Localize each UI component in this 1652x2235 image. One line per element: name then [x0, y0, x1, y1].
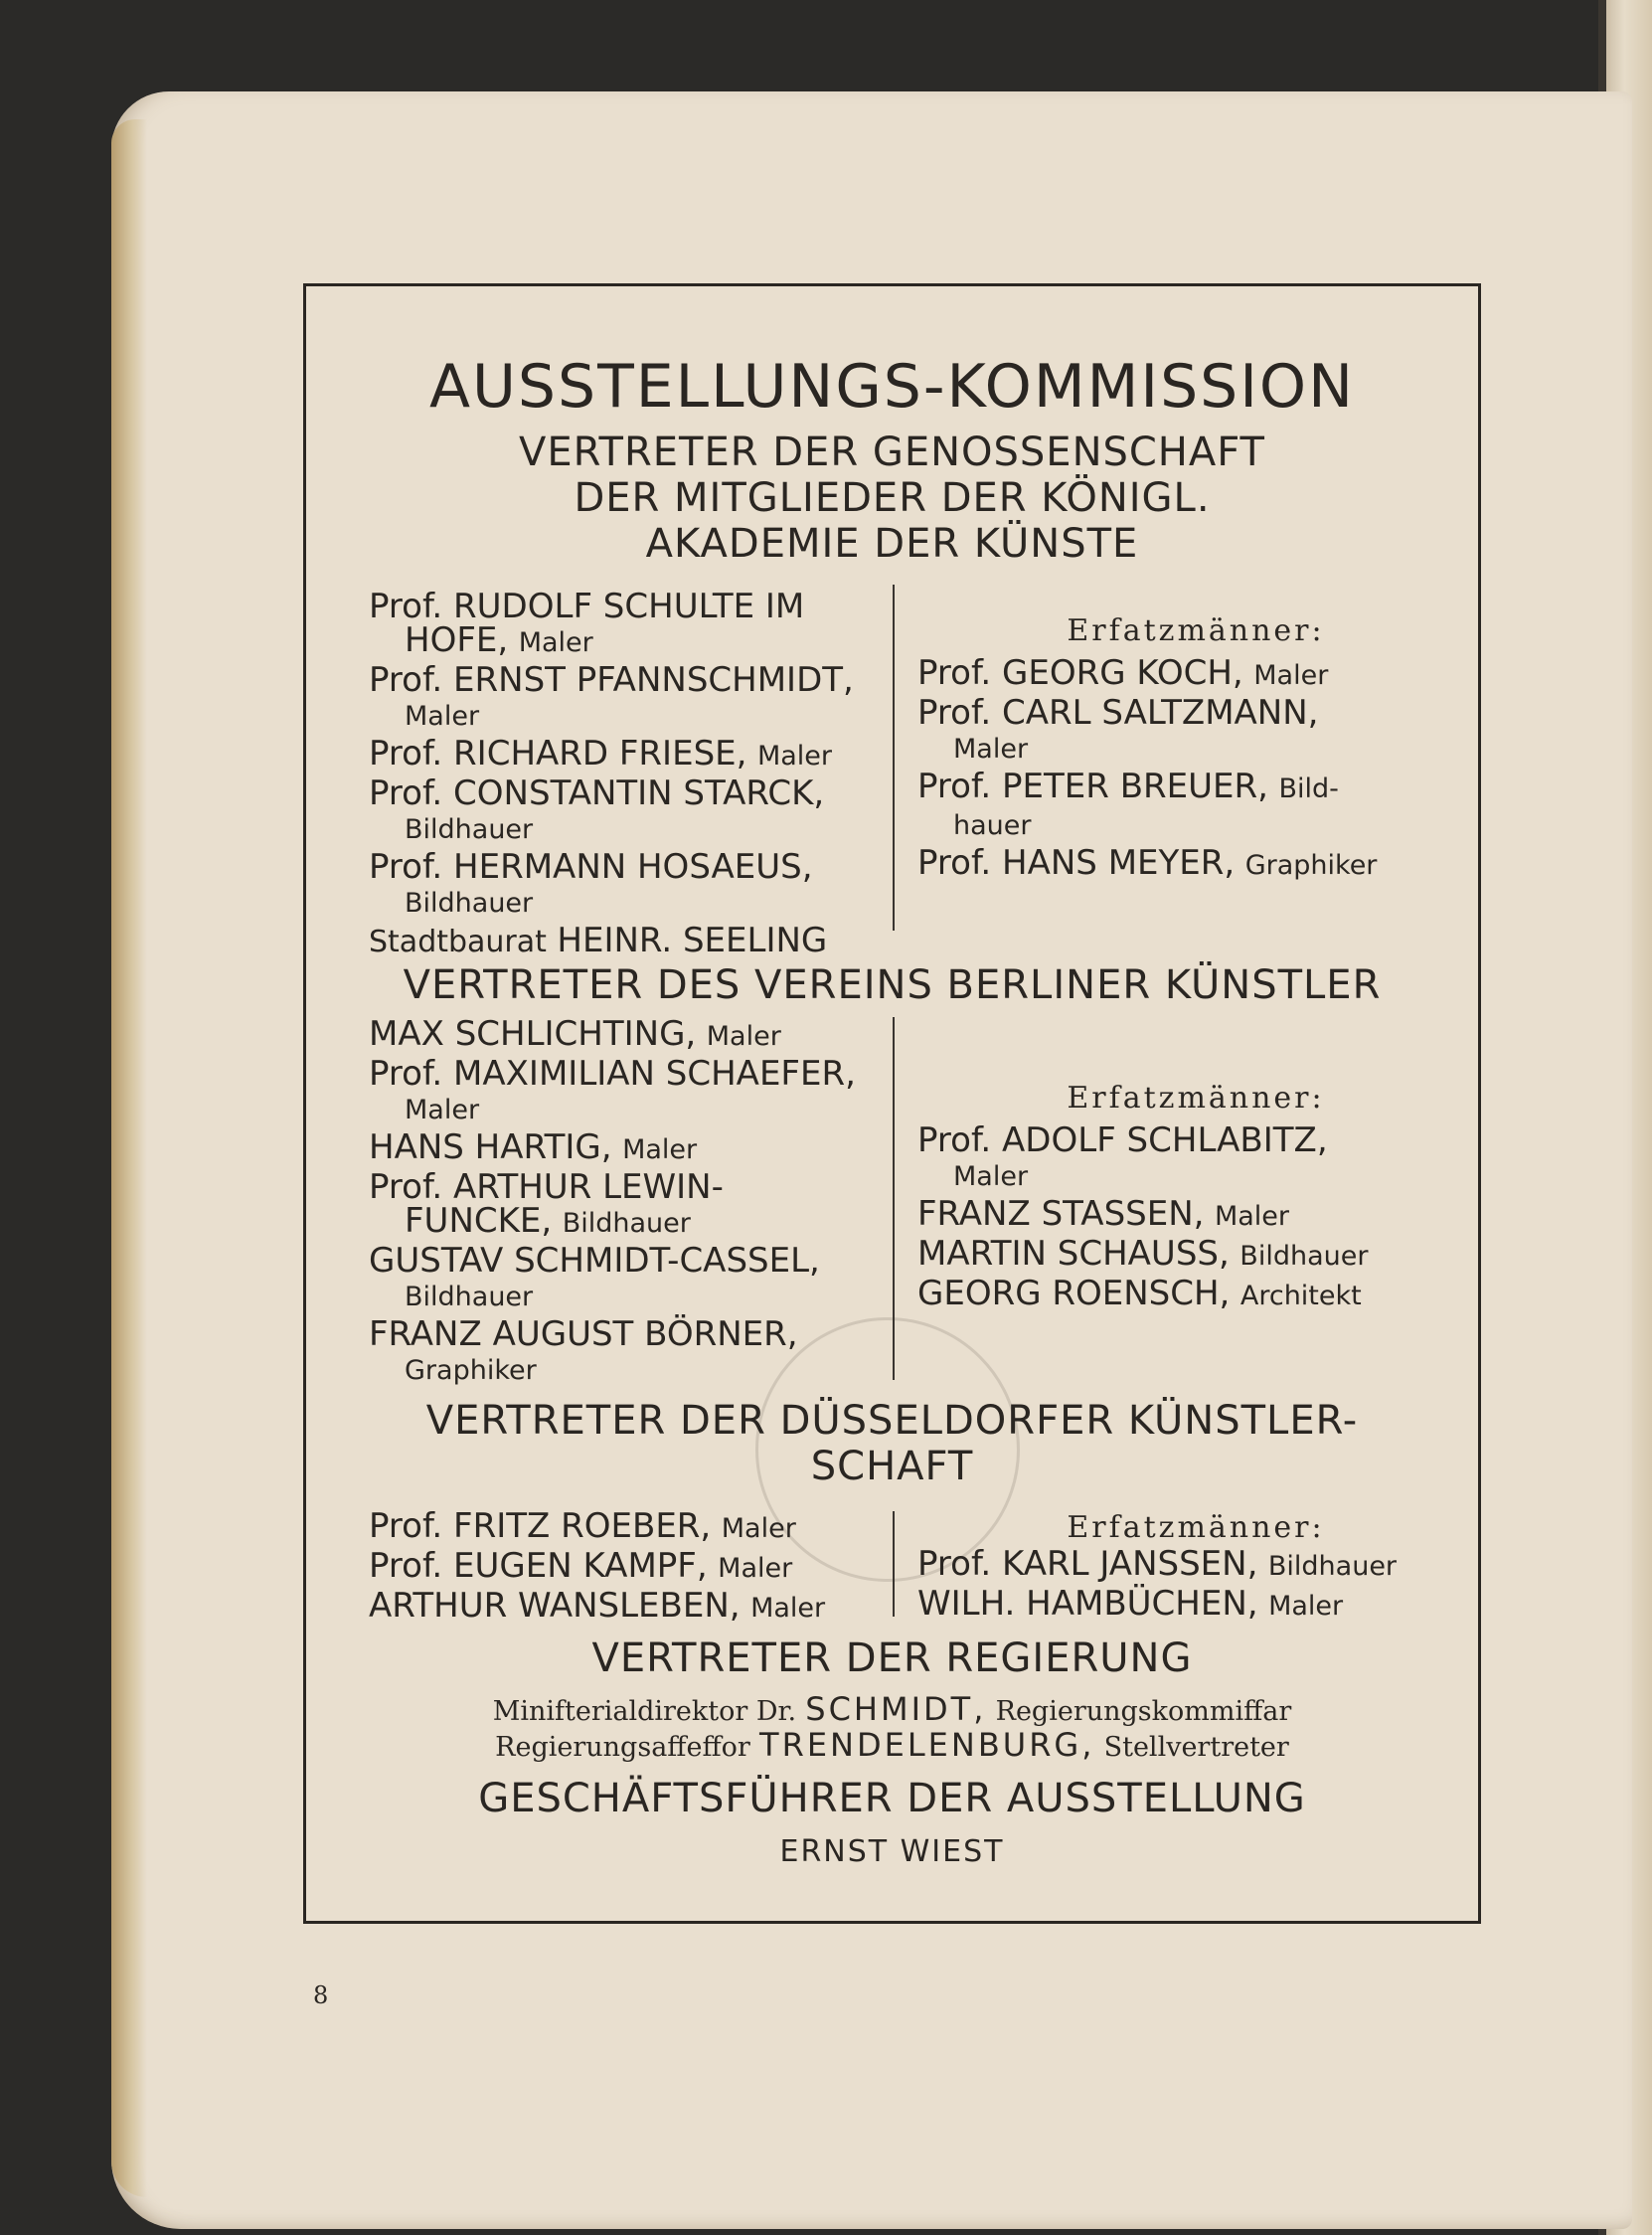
ersatz-label: Erfatzmänner: — [1067, 1510, 1325, 1545]
list-item: Prof. KARL JANSSEN, Bildhauer — [917, 1544, 1398, 1584]
list-item: Prof. PETER BREUER, Bild- hauer — [917, 767, 1339, 841]
section1-left-column — [369, 587, 906, 962]
column-divider — [893, 1017, 895, 1380]
list-item: HANS HARTIG, Maler — [369, 1127, 698, 1167]
section5-heading: GESCHÄFTSFÜHRER DER AUSSTELLUNG — [478, 1776, 1306, 1821]
list-item: GEORG ROENSCH, Architekt — [917, 1274, 1362, 1313]
section1-heading-line3: AKADEMIE DER KÜNSTE — [645, 521, 1139, 567]
list-item: Prof. HANS MEYER, Graphiker — [917, 843, 1378, 883]
ersatz-label: Erfatzmänner: — [1067, 1081, 1325, 1116]
list-item: Prof. GEORG KOCH, Maler — [917, 653, 1329, 693]
section1-heading-line2: DER MITGLIEDER DER KÖNIGL. — [574, 475, 1211, 521]
section3-heading-line1: VERTRETER DER DÜSSELDORFER KÜNSTLER- — [425, 1398, 1359, 1444]
regierung-line-2: Regierungsaffeffor TRENDELENBURG, Stellvertreter — [495, 1726, 1289, 1764]
section4-heading: VERTRETER DER REGIERUNG — [591, 1635, 1193, 1681]
list-item: Prof. FRITZ ROEBER, Maler — [369, 1506, 796, 1546]
column-divider — [893, 585, 895, 931]
geschaeftsfuehrer-name: ERNST WIEST — [779, 1834, 1005, 1869]
section1-right-column — [917, 614, 1474, 886]
list-item: Prof. HERMANN HOSAEUS, Bildhauer — [369, 847, 813, 919]
page-edge-shadow — [111, 119, 147, 2197]
list-item: ARTHUR WANSLEBEN, Maler — [369, 1586, 826, 1626]
list-item: Prof. RUDOLF SCHULTE IM HOFE, Maler — [369, 587, 805, 660]
list-item: WILH. HAMBÜCHEN, Maler — [917, 1584, 1344, 1624]
ersatz-label: Erfatzmänner: — [1067, 613, 1325, 648]
list-item: Prof. ADOLF SCHLABITZ, Maler — [917, 1120, 1328, 1192]
list-item: Prof. ARTHUR LEWIN- FUNCKE, Bildhauer — [369, 1167, 724, 1241]
section3-left-column — [369, 1506, 906, 1629]
list-item: Prof. ERNST PFANNSCHMIDT, Maler — [369, 660, 854, 732]
page-number: 8 — [313, 1981, 329, 2009]
list-item: FRANZ AUGUST BÖRNER, Graphiker — [369, 1314, 798, 1386]
list-item: Prof. EUGEN KAMPF, Maler — [369, 1546, 793, 1586]
list-item: FRANZ STASSEN, Maler — [917, 1194, 1290, 1234]
section3-heading-line2: SCHAFT — [810, 1444, 974, 1489]
list-item: Prof. CONSTANTIN STARCK, Bildhauer — [369, 774, 825, 845]
section1-heading-line1: VERTRETER DER GENOSSENSCHAFT — [519, 430, 1265, 475]
section2-heading: VERTRETER DES VEREINS BERLINER KÜNSTLER — [403, 962, 1382, 1008]
section3-right-column — [917, 1511, 1474, 1627]
column-divider — [893, 1511, 895, 1617]
section2-left-column — [369, 1014, 906, 1391]
list-item: GUSTAV SCHMIDT-CASSEL, Bildhauer — [369, 1241, 820, 1312]
regierung-line-1: Minifterialdirektor Dr. SCHMIDT, Regierungskommiffar — [492, 1690, 1292, 1728]
list-item: MAX SCHLICHTING, Maler — [369, 1014, 781, 1054]
list-item: Prof. RICHARD FRIESE, Maler — [369, 734, 833, 774]
list-item: Prof. CARL SALTZMANN, Maler — [917, 693, 1319, 765]
section2-right-column — [917, 1082, 1474, 1316]
list-item: MARTIN SCHAUSS, Bildhauer — [917, 1234, 1369, 1274]
list-item: Prof. MAXIMILIAN SCHAEFER, Maler — [369, 1054, 856, 1125]
list-item: Stadtbaurat HEINR. SEELING — [369, 921, 828, 960]
page-title: AUSSTELLUNGS-KOMMISSION — [428, 352, 1356, 422]
content-frame — [303, 283, 1481, 1924]
